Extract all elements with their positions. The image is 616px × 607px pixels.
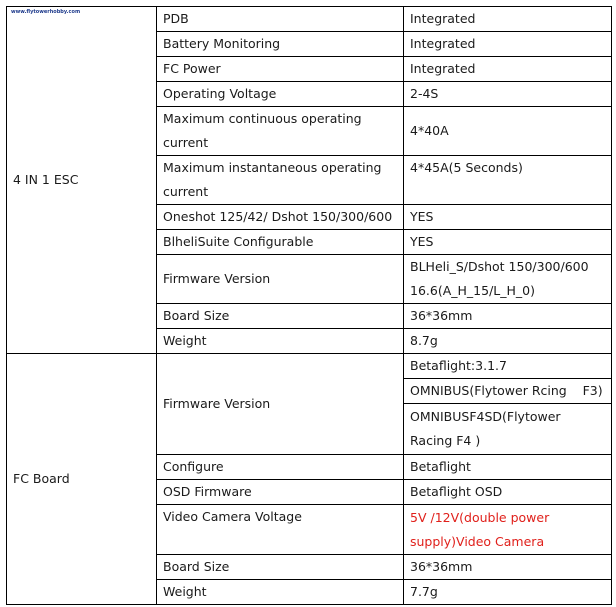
param-cell: Maximum instantaneous operating current xyxy=(157,156,404,205)
group-label: 4 IN 1 ESC xyxy=(13,172,79,187)
value-cell: OMNIBUS(Flytower Rcing F3) xyxy=(404,379,612,404)
param-cell: Configure xyxy=(157,455,404,480)
value-cell: Betaflight xyxy=(404,455,612,480)
watermark-logo: www.flytowerhobby.com xyxy=(11,9,81,15)
param-cell: Weight xyxy=(157,580,404,605)
value-cell: 4*40A xyxy=(404,107,612,156)
value-cell: YES xyxy=(404,230,612,255)
value-cell: BLHeli_S/Dshot 150/300/600 16.6(A_H_15/L_H_0) xyxy=(404,255,612,304)
param-cell: Weight xyxy=(157,329,404,354)
param-cell: Operating Voltage xyxy=(157,82,404,107)
value-cell: Integrated xyxy=(404,57,612,82)
param-cell: BlheliSuite Configurable xyxy=(157,230,404,255)
value-cell: YES xyxy=(404,205,612,230)
value-cell-highlight: 5V /12V(double power supply)Video Camera xyxy=(404,505,612,555)
table-row xyxy=(7,7,612,32)
value-cell: Integrated xyxy=(404,7,612,32)
value-cell: Betaflight:3.1.7 xyxy=(404,354,612,379)
value-cell: 36*36mm xyxy=(404,555,612,580)
value-cell: Betaflight OSD xyxy=(404,480,612,505)
param-cell: Video Camera Voltage xyxy=(157,505,404,555)
value-cell: 4*45A(5 Seconds) xyxy=(404,156,612,205)
param-cell: Firmware Version xyxy=(157,255,404,304)
param-cell: Board Size xyxy=(157,555,404,580)
value-cell: OMNIBUSF4SD(Flytower Racing F4 ) xyxy=(404,404,612,455)
value-cell: 7.7g xyxy=(404,580,612,605)
value-cell: Integrated xyxy=(404,32,612,57)
spec-table xyxy=(6,6,612,605)
param-cell: OSD Firmware xyxy=(157,480,404,505)
value-cell: 2-4S xyxy=(404,82,612,107)
param-cell: PDB xyxy=(157,7,404,32)
param-cell: Battery Monitoring xyxy=(157,32,404,57)
param-cell: Maximum continuous operating current xyxy=(157,107,404,156)
table-row xyxy=(7,354,612,379)
value-cell: 36*36mm xyxy=(404,304,612,329)
param-cell: Oneshot 125/42/ Dshot 150/300/600 xyxy=(157,205,404,230)
param-cell: Board Size xyxy=(157,304,404,329)
param-cell: Firmware Version xyxy=(157,354,404,455)
value-cell: 8.7g xyxy=(404,329,612,354)
group-cell-fc xyxy=(7,354,157,605)
group-cell-esc xyxy=(7,7,157,354)
group-label: FC Board xyxy=(13,471,70,486)
param-cell: FC Power xyxy=(157,57,404,82)
